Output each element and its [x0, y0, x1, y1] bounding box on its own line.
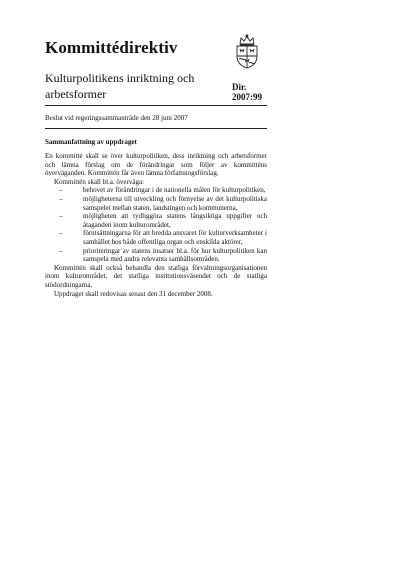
document-body [45, 152, 267, 298]
list-item-text: möjligheten att tydliggöra statens långsiktiga uppgifter och åtaganden inom kulturområdet, [83, 212, 267, 229]
summary-paragraph: En kommitté skall se över kulturpolitiken, dess inriktning och arbetsformer och lämna förslag om de förändringar som följer av kommitténs överväganden. Kommittén får även lämna författningsförslag. [45, 152, 267, 178]
document-subtitle: Kulturpolitikens inriktning och arbetsformer [45, 71, 195, 101]
section-heading: Sammanfattning av uppdraget [45, 138, 137, 146]
bullet-dash: – [59, 186, 63, 195]
dir-number: 2007:99 [232, 92, 262, 102]
consider-intro: Kommittén skall bl.a. överväga: [54, 177, 145, 186]
list-item [59, 247, 267, 264]
considerations-list [45, 186, 267, 263]
bullet-dash: – [59, 246, 63, 255]
list-item [59, 195, 267, 212]
bullet-dash: – [59, 212, 63, 221]
bullet-dash: – [59, 194, 63, 203]
list-item-text: behovet av förändringar i de nationella målen för kulturpolitiken, [83, 186, 266, 195]
list-item [59, 212, 267, 229]
divider-rule [45, 105, 267, 106]
organisation-paragraph: Kommittén skall också behandla den statliga förvaltningsorganisationen inom kulturområdet, det statliga institutionsväsendet och de statliga stödordningarna. [45, 263, 267, 289]
bullet-dash: – [59, 229, 63, 238]
decision-line: Beslut vid regeringssammanträde den 28 juni 2007 [45, 114, 188, 122]
list-item-text: förutsättningarna för att bredda ansvaret för kulturverksamheter i samhället hos både offentliga organ och enskilda aktörer, [83, 229, 267, 246]
list-item [59, 229, 267, 246]
directive-number-block [232, 82, 262, 102]
deadline-paragraph: Uppdraget skall redovisas senast den 31 december 2008. [54, 289, 213, 298]
crest-icon [232, 34, 262, 70]
list-item-text: möjligheterna till utveckling och förnyelse av det kulturpolitiska samspelet mellan staten, landstingen och kommunerna, [83, 194, 267, 212]
dir-label: Dir. [232, 82, 247, 92]
divider-rule [45, 128, 267, 129]
list-item [59, 186, 267, 195]
document-title: Kommittédirektiv [45, 38, 178, 57]
list-item-text: prioriteringar av statens insatser bl.a. för hur kulturpolitiken kan samspela med andra relevanta samhällsområden. [83, 246, 267, 264]
